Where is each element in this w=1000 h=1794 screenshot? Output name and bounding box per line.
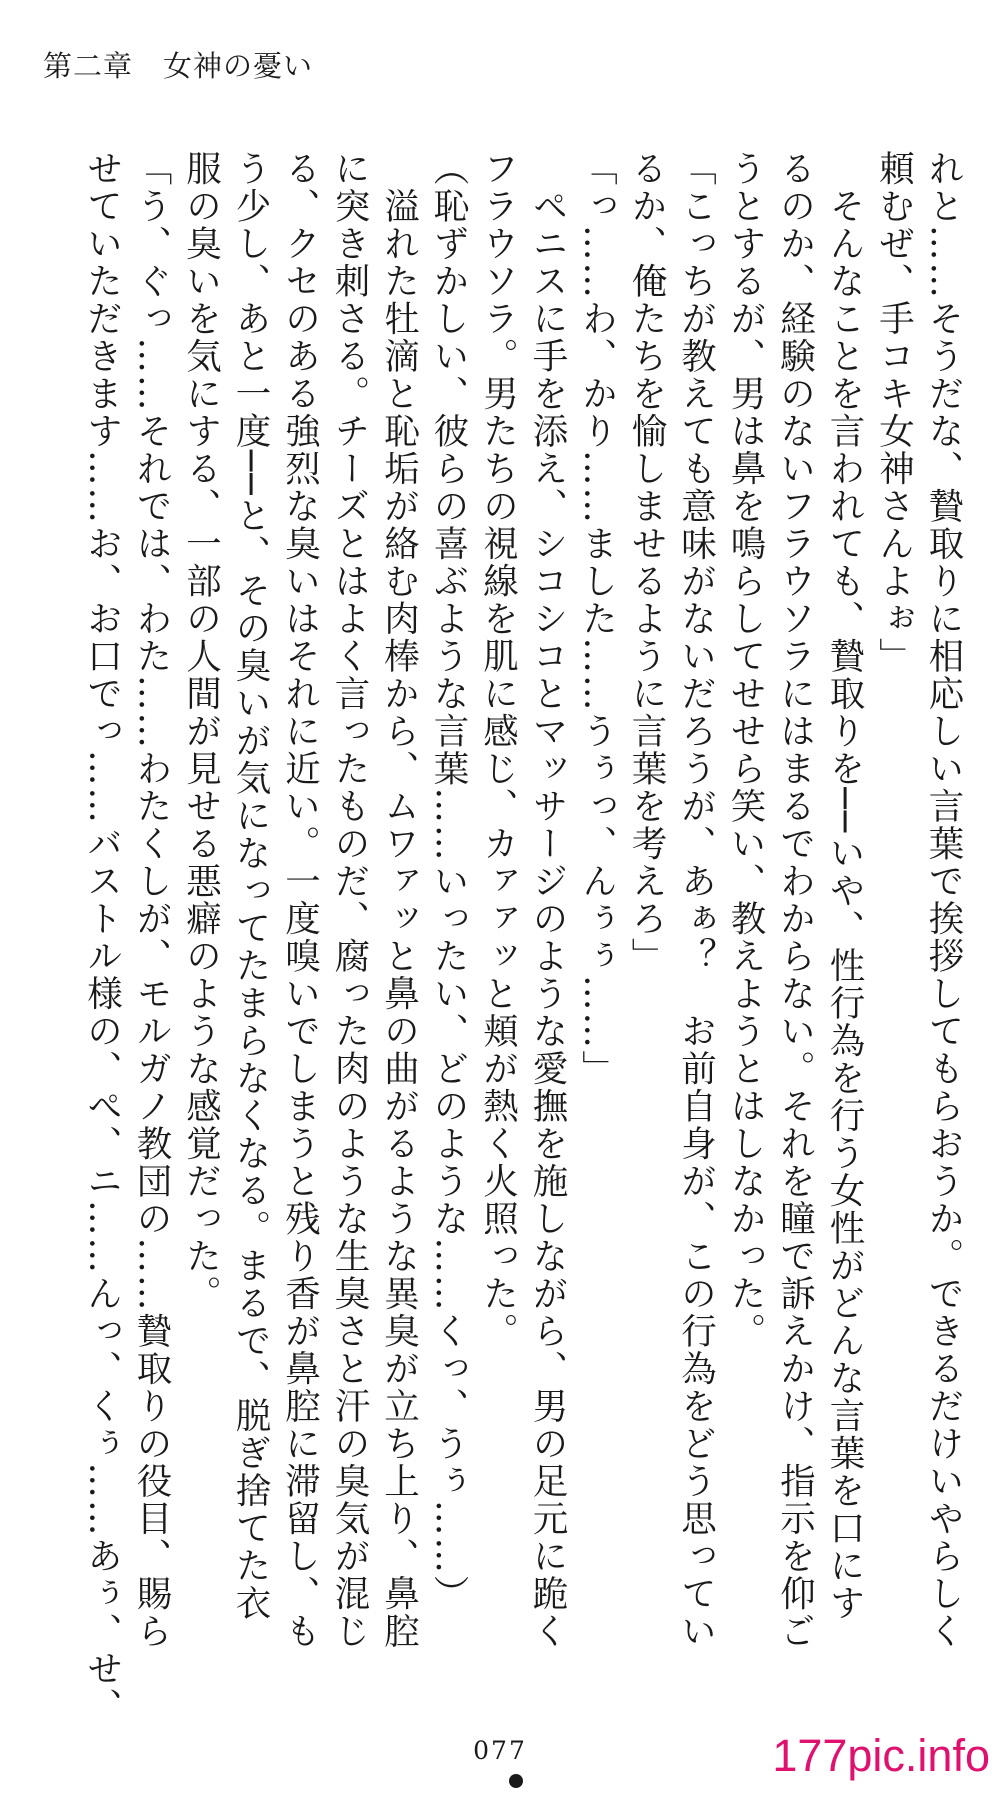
- text-line: う少し、あと一度──と、その臭いが気になってたまらなくなる。まるで、脱ぎ捨てた衣: [230, 150, 271, 1622]
- text-line: うとするが、男は鼻を鳴らしてせせら笑い、教えようとはしなかった。: [725, 150, 766, 1350]
- text-line: 溢れた牡滴と恥垢が絡む肉棒から、ムワァッと鼻の曲がるような異臭が立ち上り、鼻腔: [378, 150, 420, 1650]
- text-line: るのか、経験のないフラウソラにはまるでわからない。それを瞳で訴えかけ、指示を仰ご: [774, 150, 816, 1650]
- text-line: れと……そうだな、贄取りに相応しい言葉で挨拶してもらおうか。できるだけいやらしく: [923, 150, 964, 1650]
- body-text: [38, 150, 968, 1725]
- text-line: る、クセのある強烈な臭いはそれに近い。一度嗅いでしまうと残り香が鼻腔に滞留し、も: [279, 150, 321, 1650]
- text-line: に突き刺さる。チーズとはよく言ったものだ、腐った肉のような生臭さと汗の臭気が混じ: [329, 150, 370, 1650]
- text-line: フラウソラ。男たちの視線を肌に感じ、カァァッと頬が熱く火照った。: [477, 150, 519, 1350]
- text-line: （恥ずかしい、彼らの喜ぶような言葉……いったい、どのような……くっ、うぅ……）: [428, 150, 469, 1613]
- text-line: 頼むぜ、手コキ女神さんよぉ」: [873, 150, 915, 675]
- chapter-title: 第二章 女神の憂い: [43, 49, 314, 83]
- text-line: せていただきます……お、お口でっ……バストル様の、ぺ、ニ……んっ、くぅ……あぅ、せ、: [81, 150, 123, 1725]
- text-line: ペニスに手を添え、シコシコとマッサージのような愛撫を施しながら、男の足元に跪く: [527, 150, 568, 1650]
- text-line: そんなことを言われても、贄取りを──いや、性行為を行う女性がどんな言葉を口にす: [824, 150, 865, 1622]
- page-number: 077: [473, 1736, 527, 1765]
- text-line: るか、俺たちを愉しませるように言葉を考えろ」: [626, 150, 667, 975]
- text-line: 「う、ぐっ……それでは、わた……わたくしが、モルガノ教団の……贄取りの役目、賜ら: [131, 150, 172, 1650]
- text-line: 「こっちが教えても意味がないだろうが、あぁ？ お前自身が、この行為をどう思ってい: [675, 150, 717, 1650]
- watermark: 177pic.info: [768, 1730, 994, 1782]
- page-ornament-icon: [509, 1774, 523, 1788]
- text-line: 服の臭いを気にする、一部の人間が見せる悪癖のような感覚だった。: [180, 150, 222, 1313]
- text-line: 「っ……わ、かり……ました……うぅっ、んぅぅ……」: [576, 150, 618, 1088]
